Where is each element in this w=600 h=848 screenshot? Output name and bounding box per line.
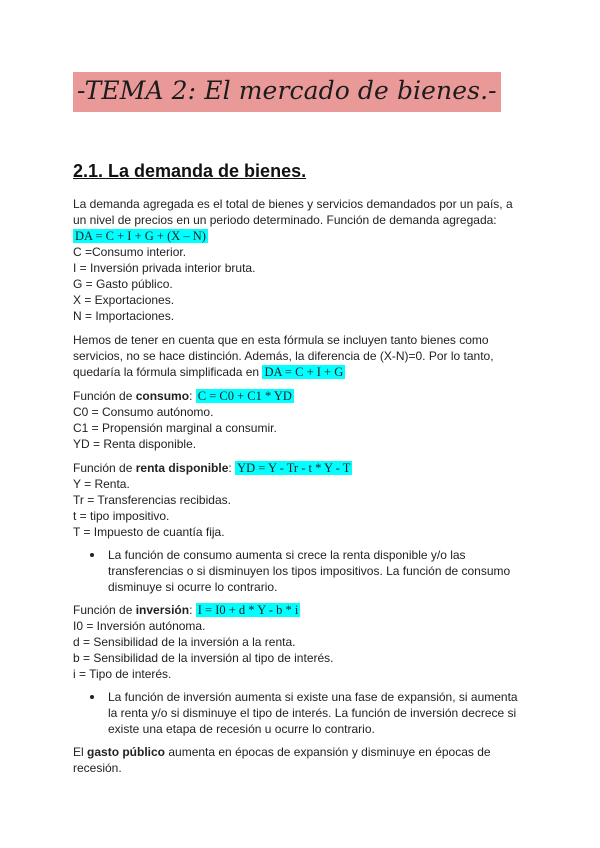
title-container bbox=[73, 72, 501, 112]
definition-line: X = Exportaciones. bbox=[73, 293, 175, 307]
label-prefix: Función de bbox=[73, 603, 136, 617]
definition-line: i = Tipo de interés. bbox=[73, 667, 172, 681]
label-colon: : bbox=[228, 461, 236, 475]
definition-line: b = Sensibilidad de la inversión al tipo de interés. bbox=[73, 651, 334, 665]
section-heading: 2.1. La demanda de bienes. bbox=[73, 161, 307, 181]
formula-demanda-agregada: DA = C + I + G + (X – N) bbox=[75, 229, 206, 243]
bullet-dot bbox=[90, 553, 94, 557]
label-prefix: El bbox=[73, 745, 88, 759]
definition-line: d = Sensibilidad de la inversión a la renta. bbox=[73, 635, 296, 649]
paragraph-line: servicios, no se hace distinción. Además, la diferencia de (X-N)=0. Por lo tanto, bbox=[73, 349, 494, 363]
definition-line: t = tipo impositivo. bbox=[73, 509, 170, 523]
definition-line: C =Consumo interior. bbox=[73, 245, 187, 259]
label-bold: renta disponible bbox=[135, 461, 229, 475]
formula-inversion: I = I0 + d * Y - b * i bbox=[197, 603, 299, 617]
formula-consumo: C = C0 + C1 * YD bbox=[197, 389, 292, 403]
label-prefix: Función de bbox=[73, 389, 136, 403]
gasto-section bbox=[73, 744, 533, 776]
bullet-text bbox=[108, 689, 528, 737]
bullet-line: la renta y/o si disminuye el tipo de interés. La función de inversión decrece si bbox=[108, 706, 517, 720]
page-title: -TEMA 2: El mercado de bienes.- bbox=[73, 72, 501, 112]
bullet-line: La función de inversión aumenta si existe una fase de expansión, si aumenta bbox=[108, 690, 518, 704]
bullet-line: transferencias o si disminuyen los tipos impositivos. La función de consumo bbox=[108, 564, 511, 578]
bullet-dot bbox=[90, 695, 94, 699]
bullet-text bbox=[108, 547, 528, 595]
bullet-item bbox=[90, 547, 530, 597]
definition-line: I = Inversión privada interior bruta. bbox=[73, 261, 256, 275]
definition-line: Y = Renta. bbox=[73, 477, 130, 491]
renta-section bbox=[73, 460, 533, 540]
bullet-item bbox=[90, 689, 530, 739]
intro-line: La demanda agregada es el total de bienes y servicios demandados por un país, a bbox=[73, 197, 513, 211]
bullet-line: existe una etapa de recesión u ocurre lo contrario. bbox=[108, 722, 375, 736]
definition-line: C1 = Propensión marginal a consumir. bbox=[73, 421, 277, 435]
bullet-line: disminuye si ocurre lo contrario. bbox=[108, 580, 278, 594]
definition-line: C0 = Consumo autónomo. bbox=[73, 405, 214, 419]
definition-line: YD = Renta disponible. bbox=[73, 437, 197, 451]
simplify-paragraph bbox=[73, 332, 533, 380]
bullet-line: La función de consumo aumenta si crece la renta disponible y/o las bbox=[108, 548, 466, 562]
paragraph-line: quedaría la fórmula simplificada en bbox=[73, 365, 263, 379]
definition-line: T = Impuesto de cuantía fija. bbox=[73, 525, 225, 539]
definition-line: N = Importaciones. bbox=[73, 309, 175, 323]
definition-line: G = Gasto público. bbox=[73, 277, 173, 291]
paragraph-line: Hemos de tener en cuenta que en esta fórmula se incluyen tanto bienes como bbox=[73, 333, 489, 347]
label-colon: : bbox=[189, 389, 196, 403]
paragraph-line: recesión. bbox=[73, 761, 122, 775]
label-prefix: Función de bbox=[73, 461, 136, 475]
formula-simplificada: DA = C + I + G bbox=[264, 365, 344, 379]
definition-line: I0 = Inversión autónoma. bbox=[73, 619, 206, 633]
paragraph-line: aumenta en épocas de expansión y disminuye en épocas de bbox=[165, 745, 491, 759]
label-bold: gasto público bbox=[87, 745, 166, 759]
formula-renta-disponible: YD = Y - Tr - t * Y - T bbox=[237, 461, 351, 475]
definition-line: Tr = Transferencias recibidas. bbox=[73, 493, 231, 507]
intro-paragraph bbox=[73, 196, 533, 324]
label-bold: consumo bbox=[135, 389, 190, 403]
consumo-section bbox=[73, 388, 533, 452]
label-colon: : bbox=[189, 603, 196, 617]
inversion-section bbox=[73, 602, 533, 682]
intro-line: un nivel de precios en un periodo determinado. Función de demanda agregada: bbox=[73, 213, 497, 227]
label-bold: inversión bbox=[135, 603, 190, 617]
